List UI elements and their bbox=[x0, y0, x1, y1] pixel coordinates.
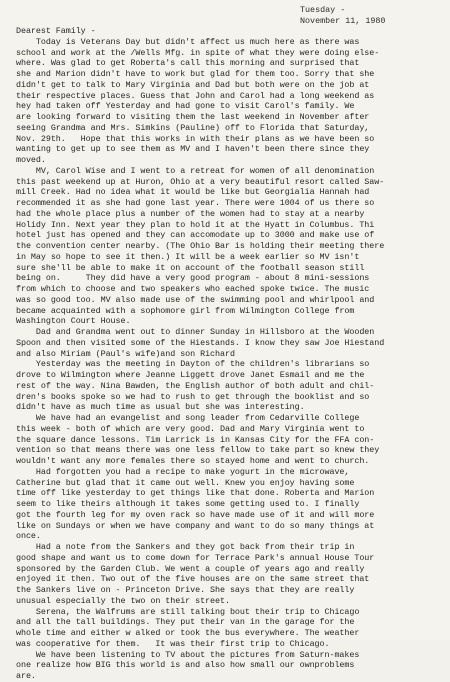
letter-line: got the fourth leg for my oven rack so have made use of it and will more bbox=[16, 509, 375, 520]
letter-line: Nov. 29th. Hope that this works in with their plans as we have been so bbox=[16, 133, 375, 144]
letter-line: once. bbox=[16, 531, 41, 542]
letter-line: rest of the way. Nina Bawden, the English author of both adult and chil- bbox=[16, 380, 375, 391]
letter-date: November 11, 1980 bbox=[300, 15, 386, 26]
letter-line: the square dance lessons. Tim Larrick is in Kansas City for the FFA con- bbox=[16, 434, 375, 445]
letter-line: she and Marion didn't have to work but glad for them too. Sorry that she bbox=[16, 69, 375, 79]
letter-line: Yesterday was the meeting in Dayton of the children's librarians so bbox=[16, 359, 370, 370]
letter-line: their respective places. Guess that John and Carol had a long weekend as bbox=[16, 90, 375, 101]
letter-line: sponsored by the Garden Club. We went a couple of years ago and really bbox=[16, 563, 365, 574]
letter-line: whole time and either w alked or took the bus everywhere. The weather bbox=[16, 628, 360, 638]
letter-line: was cooperative for them. It was their first trip to Chicago. bbox=[16, 638, 330, 649]
letter-line: wanting to get up to see them as MV and I haven't been there since they bbox=[16, 144, 370, 155]
letter-line: Spoon and then visited some of the Hiestands. I know they saw Joe Hiestand bbox=[16, 337, 385, 348]
letter-day: Tuesday - bbox=[300, 5, 346, 15]
letter-line: was so good too. MV also made use of the swimming pool and whirlpool and bbox=[16, 294, 375, 305]
letter-line: the convention center nearby. (The Ohio Bar is holding their meeting there bbox=[16, 241, 385, 251]
letter-line: one realize how BIG this world is and also how small our ownproblems bbox=[16, 660, 355, 671]
letter-line: Dearest Family - bbox=[16, 26, 96, 36]
letter-line: Washington Court House. bbox=[16, 316, 131, 327]
letter-line: We have had an evangelist and song leader from Cedarville College bbox=[16, 413, 360, 423]
letter-line: sure she'll be able to make it on account of the football season still bbox=[16, 262, 365, 273]
letter-line: Today is Veterans Day but didn't affect us much here as there was bbox=[16, 36, 360, 47]
letter-line: wouldn't want any more females there so stayed home and went to church. bbox=[16, 456, 370, 466]
letter-line: didn't have as much time as usual but she was interesting. bbox=[16, 402, 305, 413]
letter-line: dren's books spoke so we had to rush to get through the booklist and so bbox=[16, 391, 370, 402]
letter-line: Dad and Grandma went out to dinner Sunday in Hillsboro at the Wooden bbox=[16, 327, 375, 337]
letter-line: this past weekend up at Huron, Ohio at a very beautiful resort called Saw- bbox=[16, 176, 385, 187]
letter-line: and also Miriam (Paul's wife)and son Richard bbox=[16, 348, 235, 359]
letter-line: school and work at the /Wells Mfg. in spite of what they were doing else- bbox=[16, 47, 380, 58]
letter-line: hotel just has opened and they can accomodate up to 3000 and make use of bbox=[16, 230, 375, 241]
letter-line: recommended it as she had gone last year. There were 1004 of us there so bbox=[16, 198, 375, 208]
letter-line: time off like yesterday to get things like that done. Roberta and Marion bbox=[16, 488, 375, 499]
letter-line: Holidy Inn. Next year they plan to hold it at the Hyatt in Columbus. Thi bbox=[16, 219, 375, 230]
letter-line: vention so that means there was one less fellow to take part so knew they bbox=[16, 445, 380, 456]
letter-line: being on. They did have a very good program - about 8 mini-sessions bbox=[16, 273, 370, 284]
letter-line: seem to like theirs although it takes some getting used to. I finally bbox=[16, 499, 360, 509]
letter-line: like on Sundays or when we have company and want to do so many things at bbox=[16, 520, 375, 531]
letter-line: Had a note from the Sankers and they got back from their trip in bbox=[16, 542, 355, 552]
letter-line: hey had taken off Yesterday and had gone to visit Carol's family. We bbox=[16, 101, 355, 112]
letter-line: moved. bbox=[16, 155, 46, 165]
letter-line: unusual especially the two on their street. bbox=[16, 595, 230, 606]
letter-line: this week - both of which are very good. Dad and Mary Virginia went to bbox=[16, 423, 365, 434]
letter-line: in May so hope to see it then.) It will be a week earlier so MV isn't bbox=[16, 251, 360, 262]
letter-line: mill Creek. Had no idea what it would be like but Georgialia Hannah had bbox=[16, 187, 370, 198]
letter-line: and all the tall buildings. They put their van in the garage for the bbox=[16, 617, 355, 628]
letter-line: good shape and want us to come down for Terrace Park's annual House Tour bbox=[16, 552, 375, 563]
letter-line: seeing Grandma and Mrs. Simkins (Pauline) off to Florida that Saturday, bbox=[16, 122, 370, 133]
letter-line: MV, Carol Wise and I went to a retreat for women of all denomination bbox=[16, 165, 375, 176]
letter-line: We have been listening to TV about the pictures from Saturn-makes bbox=[16, 649, 360, 660]
letter-line: enjoyed it then. Two out of the five houses are on the same street that bbox=[16, 574, 370, 585]
letter-line: Had forgotten you had a recipe to make yogurt in the microwave, bbox=[16, 466, 350, 477]
letter-line: are. bbox=[16, 671, 36, 681]
letter-date-header bbox=[300, 5, 385, 27]
letter-line: where. Was glad to get Roberta's call this morning and surprised that bbox=[16, 58, 360, 69]
letter-line: the Sankers live on - Princeton Drive. She says that they are really bbox=[16, 585, 355, 595]
letter-line: from which to choose and two speakers who eached spoke twice. The music bbox=[16, 284, 370, 294]
letter-line: Catherine but glad that it came out well. Knew you enjoy having some bbox=[16, 477, 355, 488]
letter-line: didn't get to talk to Mary Virginia and Dad but both were on the job at bbox=[16, 79, 370, 90]
letter-line: became acquainted with a sophomore girl from Wilmington College from bbox=[16, 305, 355, 316]
letter-line: had the whole place plus a number of the women had to stay at a nearby bbox=[16, 208, 365, 219]
letter-line: drove to Wilmington where Jeanne Liggett drove Janet Esmail and me the bbox=[16, 370, 365, 380]
letter-line: Serena, the Walfrums are still talking bout their trip to Chicago bbox=[16, 606, 360, 617]
letter-line: are looking forward to visiting them the last weekend in November after bbox=[16, 112, 370, 122]
letter-body bbox=[16, 26, 448, 682]
